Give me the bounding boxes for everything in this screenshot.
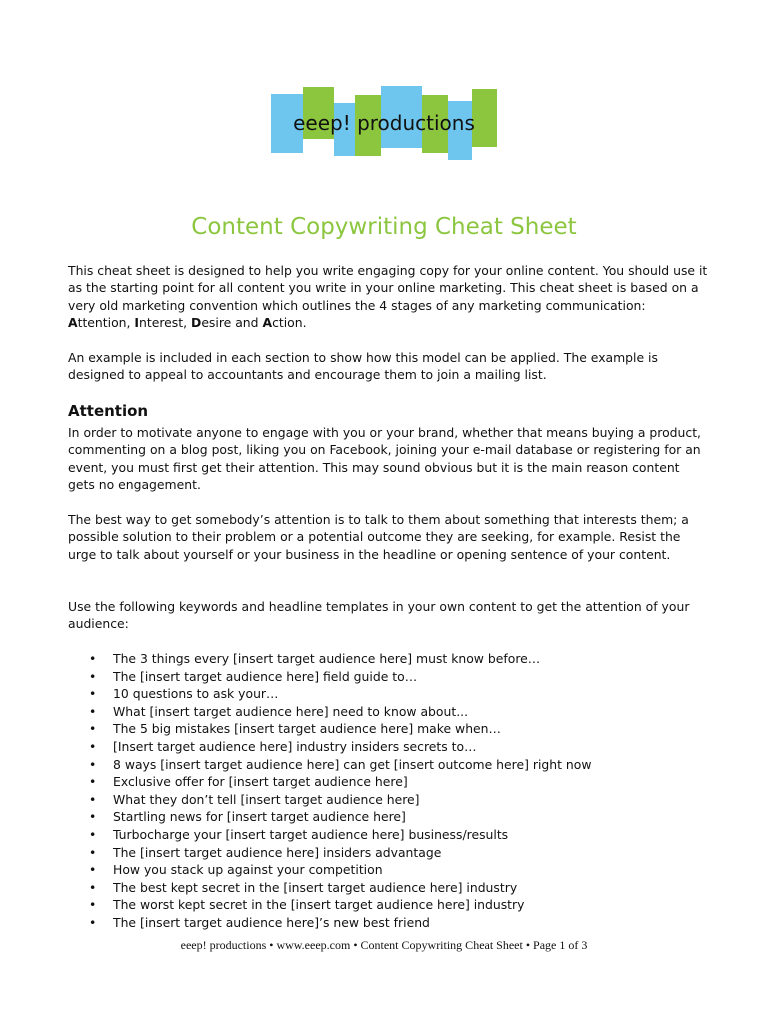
list-item-text: The [insert target audience here] field guide to…: [113, 668, 418, 684]
bullet-icon: •: [89, 651, 97, 666]
attention-paragraph-2-text: The best way to get somebody’s attention is to talk to them about something that interests them; a possible solution to their problem or a potential outcome they are seeking, for example. Resist the urge to talk about yourself or your business in the headline or opening sentence of your content.: [68, 512, 689, 562]
intro-paragraph-1: [68, 262, 708, 332]
bullet-icon: •: [89, 703, 97, 719]
company-logo: [271, 85, 497, 161]
attention-paragraph-1: [68, 424, 708, 494]
list-item-text: The best kept secret in the [insert target audience here] industry: [113, 879, 518, 895]
list-item-text: [Insert target audience here] industry insiders secrets to…: [113, 738, 477, 754]
list-item-text: 10 questions to ask your…: [113, 686, 279, 702]
bullet-icon: •: [89, 897, 97, 913]
bullet-icon: •: [89, 914, 97, 930]
attention-paragraph-1-text: In order to motivate anyone to engage with you or your brand, whether that means buying a product, commenting on a blog post, liking you on Facebook, joining your e-mail database or registering for an event, you must first get their attention. This may sound obvious but it is the main reason content gets no engagement.: [68, 425, 701, 493]
list-item-text: 8 ways [insert target audience here] can get [insert outcome here] right now: [113, 756, 592, 772]
list-item: [68, 896, 592, 914]
stage-word-desire: esire and: [201, 315, 263, 331]
list-item-text: The 5 big mistakes [insert target audience here] make when…: [113, 721, 501, 737]
bullet-icon: •: [89, 756, 97, 772]
bullet-icon: •: [89, 791, 97, 807]
list-item-text: The worst kept secret in the [insert target audience here] industry: [113, 897, 525, 913]
list-item: [68, 738, 592, 756]
bullet-icon: •: [89, 826, 97, 842]
bullet-icon: •: [89, 686, 97, 702]
bullet-icon: •: [89, 774, 97, 790]
list-item-text: Startling news for [insert target audience here]: [113, 809, 406, 825]
list-item: [68, 808, 592, 826]
bullet-icon: •: [89, 738, 97, 754]
list-item-text: The 3 things every [insert target audience here] must know before…: [113, 651, 541, 666]
attention-paragraph-3: [68, 598, 708, 633]
list-item: [68, 791, 592, 809]
list-item-text: The [insert target audience here] insiders advantage: [113, 844, 442, 860]
stage-letter-d: D: [191, 315, 202, 331]
list-item-text: The [insert target audience here]’s new best friend: [113, 914, 430, 930]
list-item: [68, 773, 592, 791]
list-item: [68, 720, 592, 738]
list-item-text: Turbocharge your [insert target audience here] business/results: [113, 826, 509, 842]
stage-letter-a: A: [68, 315, 78, 331]
list-item: [68, 826, 592, 844]
list-item-text: What they don’t tell [insert target audience here]: [113, 791, 420, 807]
intro-paragraph-2: [68, 349, 708, 384]
list-item-text: Exclusive offer for [insert target audience here]: [113, 774, 408, 790]
bullet-icon: •: [89, 668, 97, 684]
list-item: [68, 844, 592, 862]
list-item-text: How you stack up against your competition: [113, 862, 383, 878]
bullet-icon: •: [89, 809, 97, 825]
list-item: [68, 685, 592, 703]
intro-text: This cheat sheet is designed to help you write engaging copy for your online content. You should use it as the starting point for all content you write in your online marketing. This cheat sheet is based on a very old marketing convention which outlines the 4 stages of any marketing communication:: [68, 263, 708, 313]
stage-word-attention: ttention,: [77, 315, 135, 331]
section-heading-attention: Attention: [68, 402, 149, 420]
logo-text: eeep! productions: [293, 111, 475, 135]
attention-paragraph-3-text: Use the following keywords and headline templates in your own content to get the attention of your audience:: [68, 599, 690, 632]
stage-letter-a-2: A: [262, 315, 273, 331]
stage-word-action: ction.: [272, 315, 307, 331]
document-title: Content Copywriting Cheat Sheet: [191, 214, 577, 240]
list-item: [68, 861, 592, 879]
list-item: [68, 756, 592, 774]
attention-paragraph-2: [68, 511, 708, 563]
list-item: [68, 650, 592, 668]
stage-letter-i: I: [134, 315, 140, 331]
list-item: [68, 879, 592, 897]
bullet-icon: •: [89, 862, 97, 878]
bullet-icon: •: [89, 721, 97, 737]
bullet-icon: •: [89, 844, 97, 860]
stage-word-interest: nterest,: [139, 315, 192, 331]
page-footer: eeep! productions • www.eeep.com • Content Copywriting Cheat Sheet • Page 1 of 3: [180, 938, 588, 952]
list-item-text: What [insert target audience here] need to know about...: [113, 703, 469, 719]
list-item: [68, 914, 592, 932]
intro-paragraph-2-text: An example is included in each section to show how this model can be applied. The example is designed to appeal to accountants and encourage them to join a mailing list.: [68, 350, 658, 383]
bullet-icon: •: [89, 879, 97, 895]
list-item: [68, 703, 592, 721]
headline-template-list: [68, 650, 592, 932]
list-item: [68, 668, 592, 686]
